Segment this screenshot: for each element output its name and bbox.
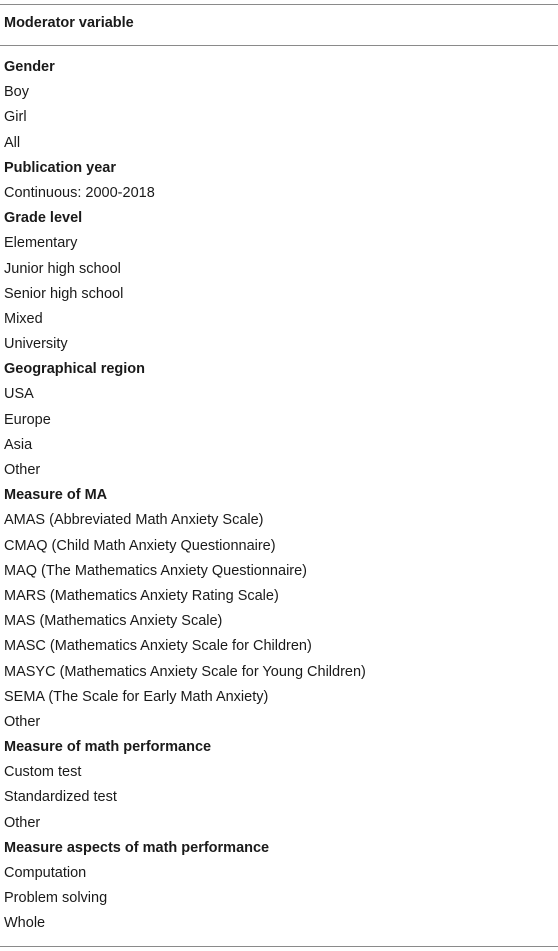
table-row: Mixed bbox=[4, 310, 43, 327]
table-row: All bbox=[4, 134, 21, 151]
table-row: Standardized test bbox=[4, 789, 117, 806]
group-heading: Grade level bbox=[4, 210, 83, 227]
table-row: University bbox=[4, 336, 68, 353]
table-header: Moderator variable bbox=[4, 15, 134, 31]
group-heading: Measure of math performance bbox=[4, 739, 212, 756]
table-row: MASC (Mathematics Anxiety Scale for Children) bbox=[4, 638, 312, 655]
group-heading: Publication year bbox=[4, 159, 117, 176]
table-row: MAS (Mathematics Anxiety Scale) bbox=[4, 613, 223, 630]
table-row: MASYC (Mathematics Anxiety Scale for Young Children) bbox=[4, 663, 366, 680]
table-row: Continuous: 2000-2018 bbox=[4, 184, 155, 201]
table-row: Girl bbox=[4, 109, 27, 126]
group-heading: Geographical region bbox=[4, 361, 145, 378]
table-row: AMAS (Abbreviated Math Anxiety Scale) bbox=[4, 512, 264, 529]
table-row: Asia bbox=[4, 436, 33, 453]
group-heading: Gender bbox=[4, 59, 55, 75]
table-row: MARS (Mathematics Anxiety Rating Scale) bbox=[4, 587, 279, 604]
table-row: Other bbox=[4, 814, 41, 831]
table-row: Junior high school bbox=[4, 260, 121, 277]
table-row: Computation bbox=[4, 865, 87, 881]
table-row: Problem solving bbox=[4, 890, 108, 907]
table-bottom-rule bbox=[0, 946, 558, 947]
table-row: MAQ (The Mathematics Anxiety Questionnaire) bbox=[4, 562, 308, 579]
table-row: Custom test bbox=[4, 764, 82, 781]
table-row: Elementary bbox=[4, 235, 78, 252]
table-row: USA bbox=[4, 386, 34, 403]
group-heading: Measure aspects of math performance bbox=[4, 839, 270, 856]
table-row: CMAQ (Child Math Anxiety Questionnaire) bbox=[4, 537, 276, 554]
table-row: Senior high school bbox=[4, 285, 124, 302]
group-heading: Measure of MA bbox=[4, 487, 108, 504]
table-row: Other bbox=[4, 462, 41, 478]
header-rule bbox=[0, 45, 558, 46]
table-row: Boy bbox=[4, 84, 29, 101]
table-row: SEMA (The Scale for Early Math Anxiety) bbox=[4, 688, 269, 705]
table-row: Other bbox=[4, 713, 41, 730]
table-row: Europe bbox=[4, 411, 51, 428]
table-top-rule bbox=[0, 4, 558, 5]
table-row: Whole bbox=[4, 915, 46, 932]
table-rows bbox=[0, 55, 558, 937]
